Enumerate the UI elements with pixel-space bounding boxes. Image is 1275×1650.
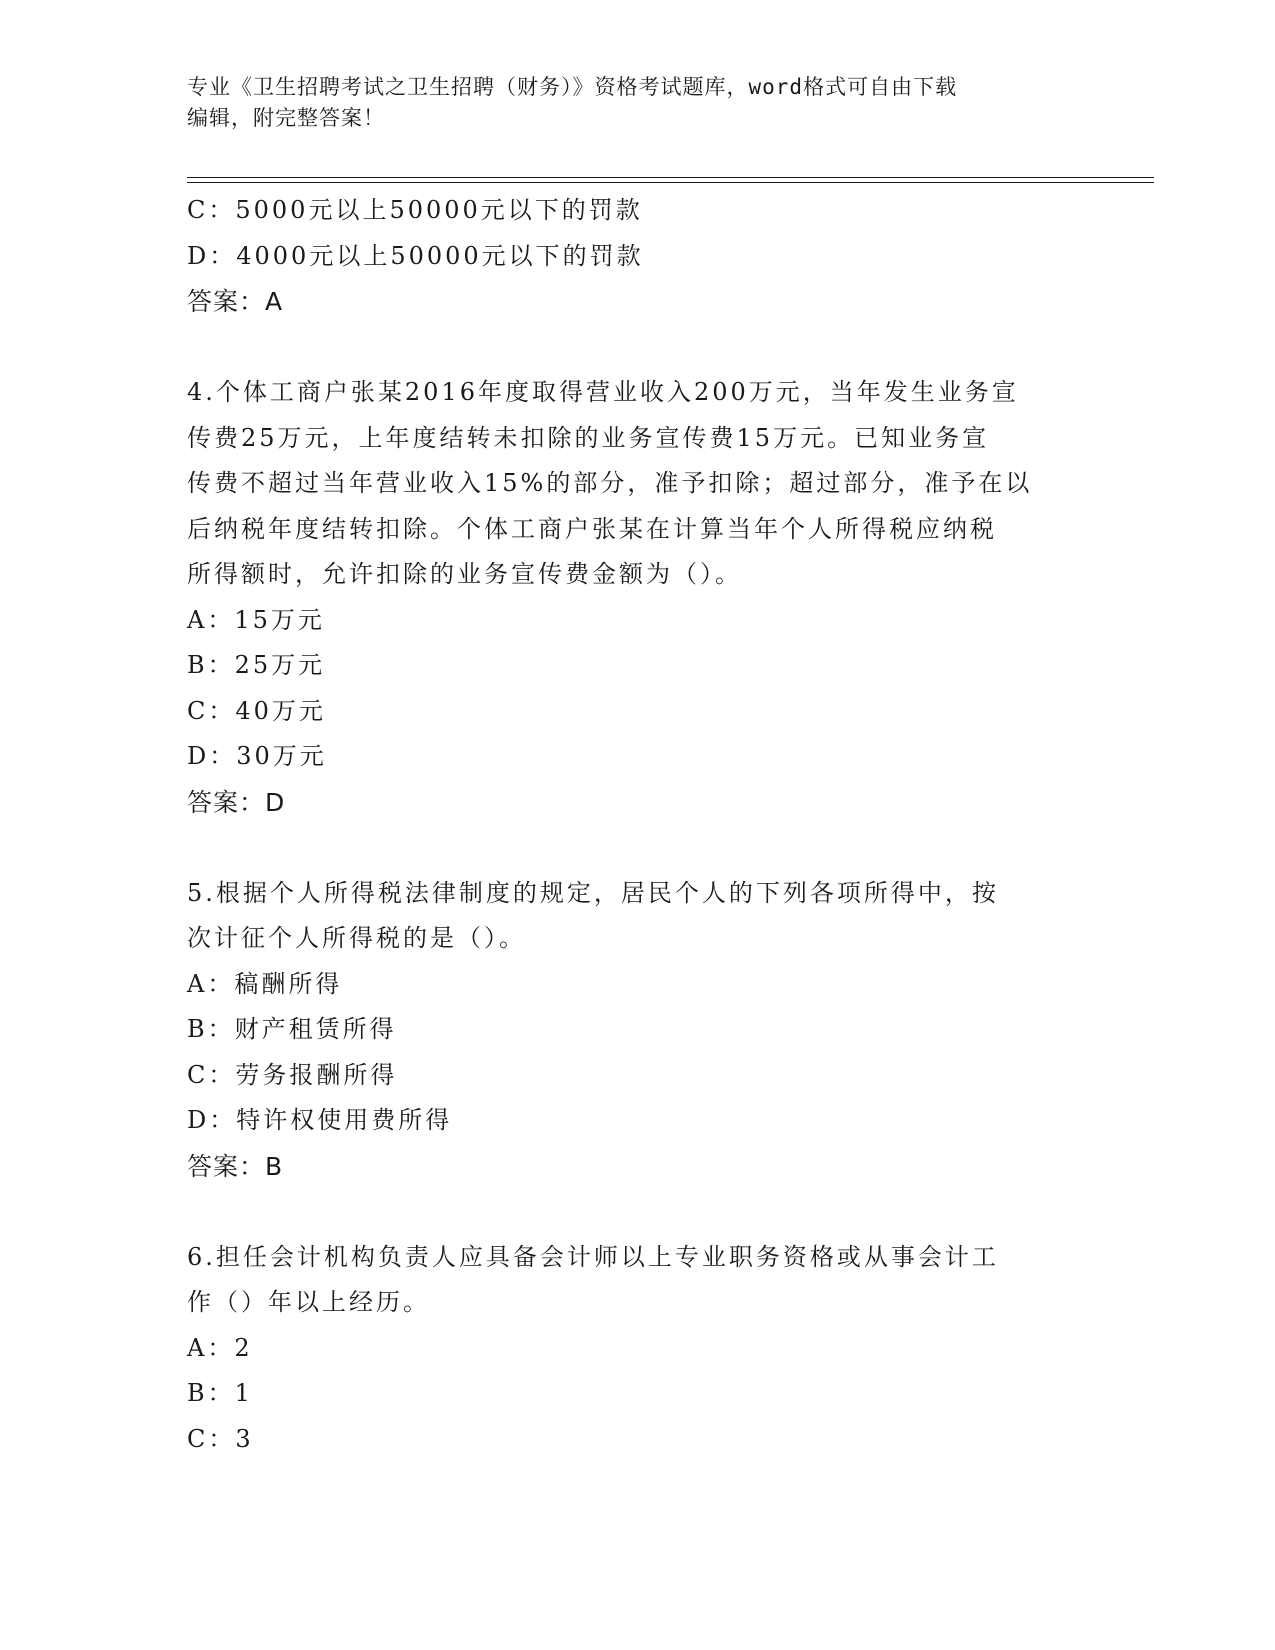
document-header [187,72,1067,134]
question-6 [187,1235,1087,1463]
spacer [187,1189,1087,1235]
option-b: B：25万元 [187,651,326,679]
question-4 [187,370,1087,825]
option-c: C：劳务报酬所得 [187,1060,398,1089]
option-d: D：特许权使用费所得 [187,1106,453,1134]
option-c: C：5000元以上50000元以下的罚款 [187,196,643,224]
option-c: C：3 [187,1424,254,1453]
option-a: A：稿酬所得 [187,969,343,998]
question-text-line: 作（）年以上经历。 [187,1288,430,1316]
header-rule-top [187,177,1154,178]
question-5 [187,871,1087,1190]
document-body [187,188,1087,1462]
option-b: B：1 [187,1379,253,1407]
question-text-line: 传费不超过当年营业收入15%的部分，准予扣除；超过部分，准予在以 [187,469,1033,497]
option-c: C：40万元 [187,696,326,725]
option-d: D：30万元 [187,742,327,770]
answer-line: 答案：D [187,787,286,817]
option-a: A：15万元 [187,605,325,634]
header-rule-bottom [187,182,1154,183]
answer-line: 答案：B [187,1151,284,1181]
option-d: D：4000元以上50000元以下的罚款 [187,241,644,270]
question-text-line: 后纳税年度结转扣除。个体工商户张某在计算当年个人所得税应纳税 [187,514,997,543]
question-text-line: 6.担任会计机构负责人应具备会计师以上专业职务资格或从事会计工 [187,1242,999,1271]
question-3-tail [187,188,1087,325]
question-text-line: 次计征个人所得税的是（）。 [187,924,526,952]
header-line-1: 专业《卫生招聘考试之卫生招聘（财务）》资格考试题库，word格式可自由下载 [187,75,958,99]
option-b: B：财产租赁所得 [187,1015,397,1043]
answer-line: 答案：A [187,287,284,316]
question-text-line: 4.个体工商户张某2016年度取得营业收入200万元，当年发生业务宣 [187,378,1019,406]
question-text-line: 所得额时，允许扣除的业务宣传费金额为（）。 [187,560,742,588]
option-a: A：2 [187,1333,253,1362]
spacer [187,825,1087,871]
header-line-2: 编辑，附完整答案！ [187,106,385,130]
question-text-line: 5.根据个人所得税法律制度的规定，居民个人的下列各项所得中，按 [187,878,999,907]
question-text-line: 传费25万元，上年度结转未扣除的业务宣传费15万元。已知业务宣 [187,423,990,452]
spacer [187,325,1087,371]
